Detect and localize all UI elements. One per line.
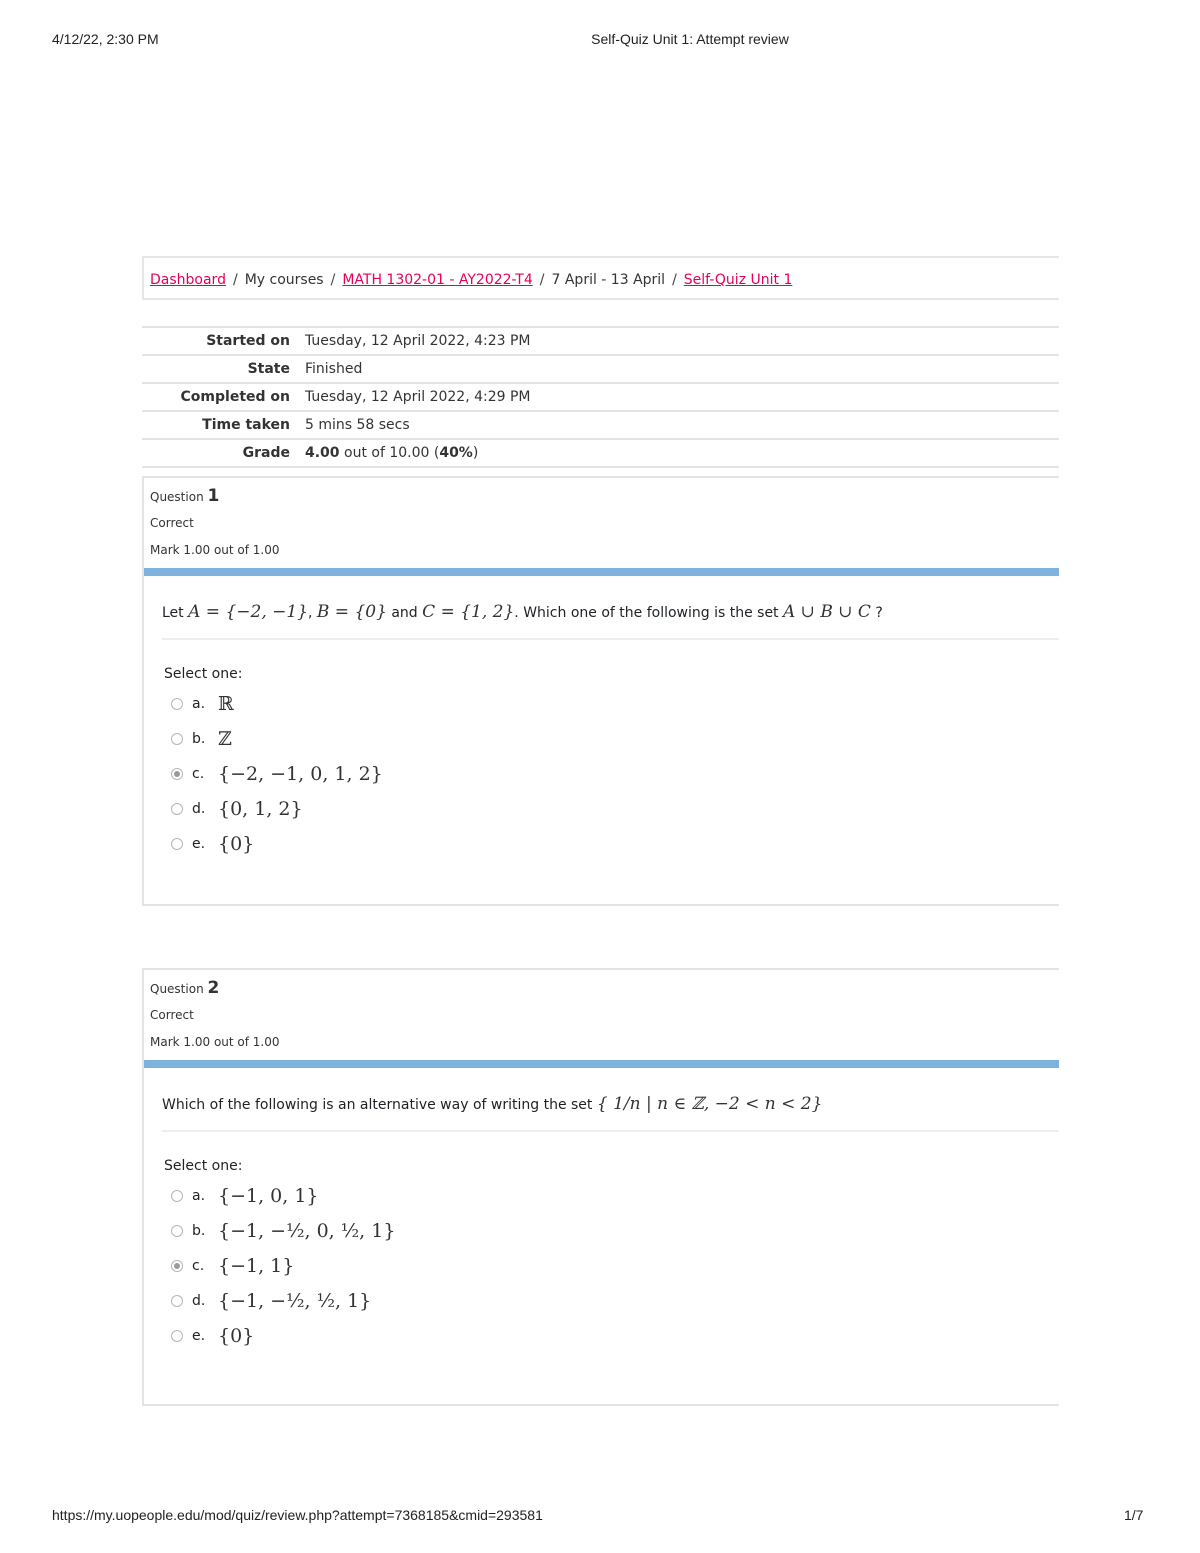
- attempt-summary-table: [142, 326, 1059, 468]
- question-2: [142, 968, 1059, 1406]
- radio-button-selected[interactable]: [171, 1260, 183, 1272]
- question-info: [144, 970, 1059, 1060]
- radio-button[interactable]: [171, 1190, 183, 1202]
- summary-value: 5 mins 58 secs: [305, 417, 410, 433]
- option-letter: b.: [192, 1222, 206, 1239]
- question-text-part: and: [386, 605, 423, 621]
- radio-button-selected[interactable]: [171, 768, 183, 780]
- print-page-title: Self-Quiz Unit 1: Attempt review: [591, 31, 789, 47]
- select-one-label: Select one:: [164, 666, 243, 682]
- question-state: Correct: [150, 1008, 194, 1022]
- math-expression: C = {1, 2}: [422, 602, 515, 622]
- breadcrumb-separator: /: [232, 272, 238, 288]
- option-value: {0}: [218, 832, 255, 855]
- print-url: https://my.uopeople.edu/mod/quiz/review.php?attempt=7368185&cmid=293581: [52, 1507, 543, 1523]
- question-number: 2: [207, 978, 220, 998]
- option-letter: a.: [192, 695, 206, 712]
- breadcrumb-quiz-link[interactable]: Self-Quiz Unit 1: [683, 272, 793, 288]
- question-text: [162, 576, 1059, 640]
- summary-label: State: [247, 361, 290, 377]
- question-mark: Mark 1.00 out of 1.00: [150, 1035, 280, 1049]
- breadcrumb-separator: /: [672, 272, 677, 288]
- option-value: {−1, 0, 1}: [218, 1184, 319, 1207]
- question-label: Question: [150, 490, 204, 504]
- question-number-line: [150, 486, 219, 506]
- question-accent-bar: [144, 1060, 1059, 1068]
- summary-row-state: [142, 355, 1059, 383]
- option-value: {−1, −½, ½, 1}: [218, 1289, 372, 1312]
- answer-option-b[interactable]: [171, 1213, 1059, 1248]
- answer-option-d[interactable]: [171, 1283, 1059, 1318]
- option-letter: c.: [192, 765, 205, 782]
- radio-button[interactable]: [171, 733, 183, 745]
- option-value: {0, 1, 2}: [218, 797, 303, 820]
- question-text-part: ?: [870, 605, 883, 621]
- radio-button[interactable]: [171, 698, 183, 710]
- option-letter: a.: [192, 1187, 206, 1204]
- answer-option-a[interactable]: [171, 686, 1059, 721]
- question-mark: Mark 1.00 out of 1.00: [150, 543, 280, 557]
- answer-options: [144, 1178, 1059, 1353]
- grade-score: 4.00: [305, 445, 340, 461]
- option-value: ℤ: [218, 727, 232, 750]
- question-label: Question: [150, 982, 204, 996]
- option-value: {0}: [218, 1324, 255, 1347]
- breadcrumb-dashboard-link[interactable]: Dashboard: [150, 272, 226, 288]
- math-expression: { 1/n | n ∈ ℤ, −2 < n < 2}: [596, 1094, 823, 1114]
- question-info: [144, 478, 1059, 568]
- radio-button[interactable]: [171, 1330, 183, 1342]
- option-letter: d.: [192, 800, 206, 817]
- question-state: Correct: [150, 516, 194, 530]
- grade-out-of: out of 10.00 (: [344, 445, 440, 461]
- summary-value: Tuesday, 12 April 2022, 4:23 PM: [305, 333, 531, 349]
- math-expression: A ∪ B ∪ C: [783, 602, 871, 622]
- question-number-line: [150, 978, 219, 998]
- summary-row-started: [142, 327, 1059, 355]
- answer-option-b[interactable]: [171, 721, 1059, 756]
- question-text-part: Let: [162, 605, 189, 621]
- radio-button[interactable]: [171, 1225, 183, 1237]
- summary-row-grade: [142, 439, 1059, 467]
- summary-label: Completed on: [180, 389, 290, 405]
- summary-label: Grade: [242, 445, 290, 461]
- option-letter: e.: [192, 1327, 206, 1344]
- answer-option-c[interactable]: [171, 1248, 1059, 1283]
- option-value: {−1, −½, 0, ½, 1}: [218, 1219, 396, 1242]
- question-accent-bar: [144, 568, 1059, 576]
- option-letter: b.: [192, 730, 206, 747]
- breadcrumb-separator: /: [539, 272, 545, 288]
- answer-option-e[interactable]: [171, 826, 1059, 861]
- answer-option-c[interactable]: [171, 756, 1059, 791]
- breadcrumb-course-link[interactable]: MATH 1302-01 - AY2022-T4: [342, 272, 533, 288]
- summary-value: [305, 439, 1059, 467]
- option-value: {−1, 1}: [218, 1254, 295, 1277]
- summary-value: Finished: [305, 361, 363, 377]
- summary-row-completed: [142, 383, 1059, 411]
- breadcrumb: [142, 256, 1059, 300]
- print-page-number: 1/7: [1124, 1507, 1144, 1523]
- question-text-part: ,: [308, 605, 317, 621]
- radio-button[interactable]: [171, 1295, 183, 1307]
- summary-row-time-taken: [142, 411, 1059, 439]
- question-1: [142, 476, 1059, 906]
- breadcrumb-my-courses: My courses: [244, 272, 324, 288]
- question-text-part: . Which one of the following is the set: [514, 605, 783, 621]
- math-expression: B = {0}: [316, 602, 387, 622]
- summary-label: Time taken: [202, 417, 290, 433]
- summary-value: Tuesday, 12 April 2022, 4:29 PM: [305, 389, 531, 405]
- question-text-part: Which of the following is an alternative way of writing the set: [162, 1097, 597, 1113]
- option-letter: c.: [192, 1257, 205, 1274]
- answer-option-e[interactable]: [171, 1318, 1059, 1353]
- option-letter: e.: [192, 835, 206, 852]
- option-value: {−2, −1, 0, 1, 2}: [218, 762, 383, 785]
- radio-button[interactable]: [171, 803, 183, 815]
- answer-options: [144, 686, 1059, 861]
- breadcrumb-separator: /: [330, 272, 336, 288]
- grade-close: ): [472, 445, 479, 461]
- answer-option-d[interactable]: [171, 791, 1059, 826]
- question-number: 1: [207, 486, 220, 506]
- print-datetime: 4/12/22, 2:30 PM: [52, 31, 159, 47]
- radio-button[interactable]: [171, 838, 183, 850]
- breadcrumb-week: 7 April - 13 April: [551, 272, 666, 288]
- question-text: [162, 1068, 1059, 1132]
- answer-option-a[interactable]: [171, 1178, 1059, 1213]
- option-value: ℝ: [218, 692, 234, 715]
- summary-label: Started on: [206, 333, 290, 349]
- option-letter: d.: [192, 1292, 206, 1309]
- select-one-label: Select one:: [164, 1158, 243, 1174]
- grade-percent: 40%: [439, 445, 473, 461]
- math-expression: A = {−2, −1}: [188, 602, 308, 622]
